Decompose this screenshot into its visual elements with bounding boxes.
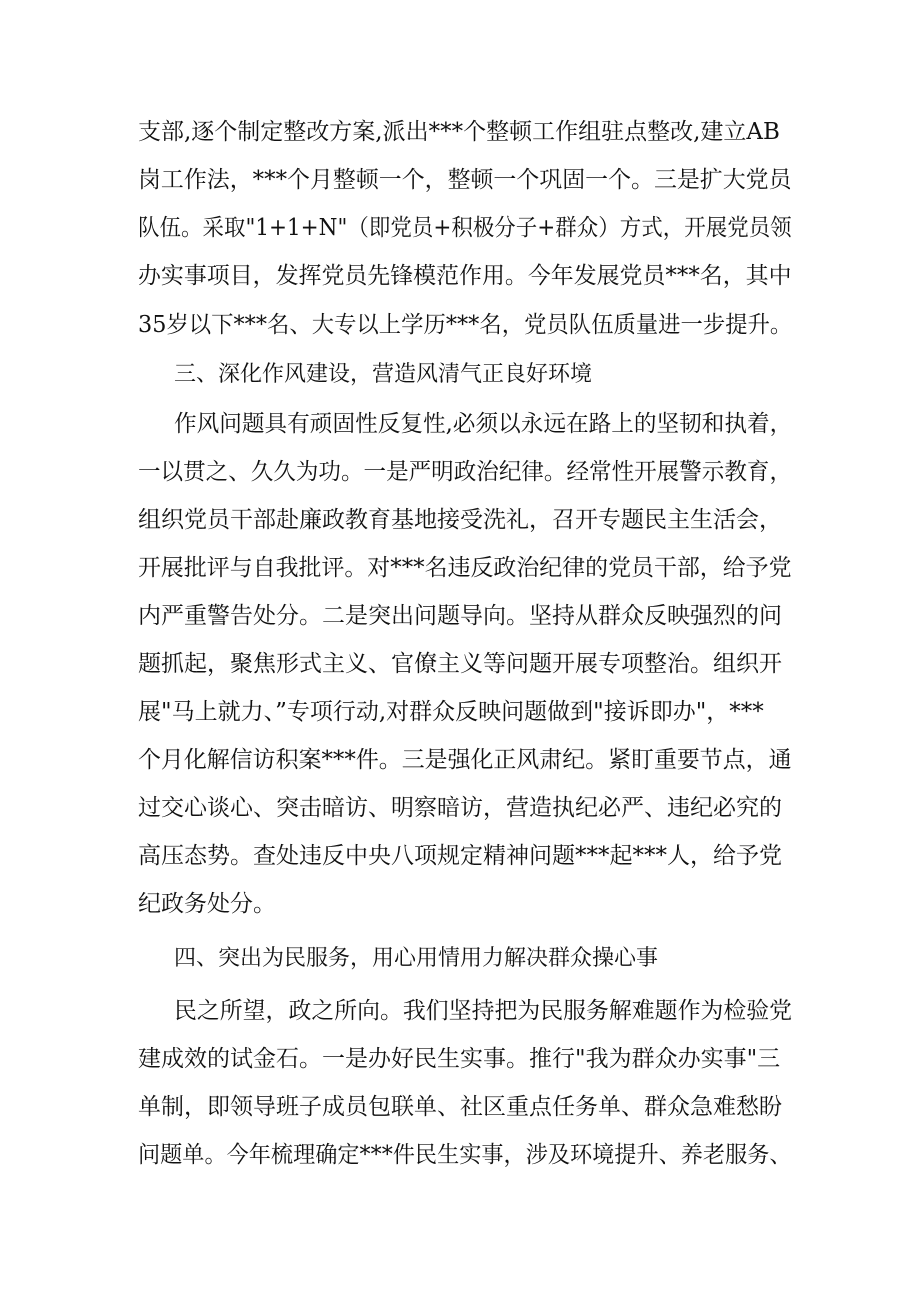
section-heading-3: 三、深化作风建设，营造风清气正良好环境 bbox=[174, 362, 593, 387]
paragraph-line: 问题单。今年梳理确定***件民生实事，涉及环境提升、养老服务、 bbox=[138, 1142, 792, 1168]
paragraph-line: 题抓起，聚焦形式主义、官僚主义等问题开展专项整治。组织开 bbox=[138, 651, 782, 677]
section-heading-4: 四、突出为民服务，用心用情用力解决群众操心事 bbox=[174, 946, 659, 971]
paragraph-line: 35岁以下***名、大专以上学历***名，党员队伍质量进一步提升。 bbox=[138, 312, 793, 338]
paragraph-line: 支部,逐个制定整改方案,派出***个整顿工作组驻点整改,建立AB bbox=[138, 119, 780, 145]
paragraph-line: 作风问题具有顽固性反复性,必须以永远在路上的坚韧和执着， bbox=[174, 411, 793, 437]
paragraph-line: 组织党员干部赴廉政教育基地接受洗礼，召开专题民主生活会， bbox=[138, 507, 782, 533]
paragraph-line: 过交心谈心、突击暗访、明察暗访，营造执纪必严、违纪必究的 bbox=[138, 795, 782, 821]
paragraph-line: 开展批评与自我批评。对***名违反政治纪律的党员干部，给予党 bbox=[138, 555, 792, 581]
paragraph-line: 单制，即领导班子成员包联单、社区重点任务单、群众急难愁盼 bbox=[138, 1094, 782, 1120]
paragraph-line: 队伍。采取"1+1+N"（即党员+积极分子+群众）方式，开展党员领 bbox=[138, 215, 792, 241]
paragraph-line: 建成效的试金石。一是办好民生实事。推行"我为群众办实事"三 bbox=[138, 1046, 781, 1072]
paragraph-line: 展"马上就力、”专项行动,对群众反映问题做到"接诉即办"，*** bbox=[138, 699, 764, 725]
paragraph-line: 个月化解信访积案***件。三是强化正风肃纪。紧盯重要节点，通 bbox=[138, 747, 792, 773]
paragraph-line: 纪政务处分。 bbox=[138, 891, 276, 917]
paragraph-line: 办实事项目，发挥党员先锋模范作用。今年发展党员***名，其中 bbox=[138, 263, 792, 289]
paragraph-line: 一以贯之、久久为功。一是严明政治纪律。经常性开展警示教育， bbox=[138, 459, 792, 485]
paragraph-line: 民之所望，政之所向。我们坚持把为民服务解难题作为检验党 bbox=[174, 998, 793, 1024]
paragraph-line: 岗工作法，***个月整顿一个，整顿一个巩固一个。三是扩大党员 bbox=[138, 167, 792, 193]
paragraph-line: 高压态势。查处违反中央八项规定精神问题***起***人，给予党 bbox=[138, 843, 782, 869]
paragraph-line: 内严重警告处分。二是突出问题导向。坚持从群众反映强烈的问 bbox=[138, 603, 782, 629]
